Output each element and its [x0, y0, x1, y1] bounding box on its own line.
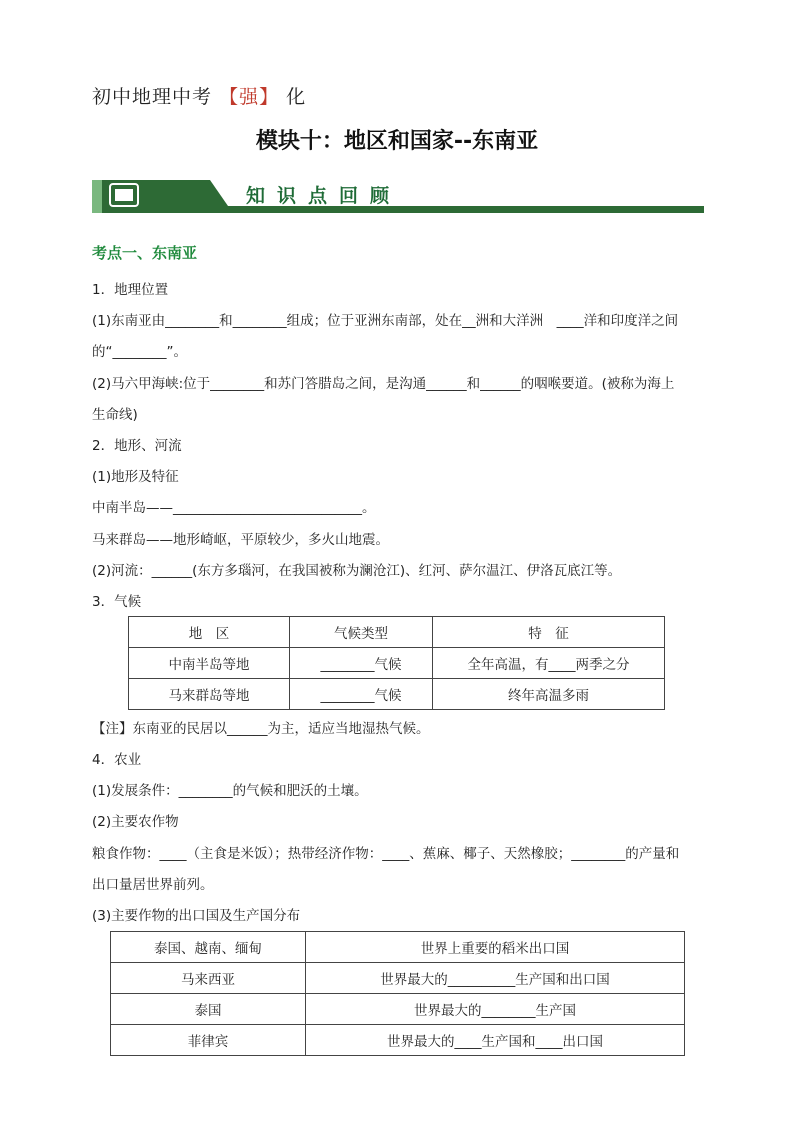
table-header-cell: 气候类型 — [290, 617, 433, 648]
text-line: 4．农业 — [92, 752, 142, 768]
table-cell: 世界上重要的稻米出口国 — [306, 932, 685, 963]
table-cell: 泰国、越南、缅甸 — [111, 932, 306, 963]
module-title: 模块十：地区和国家--东南亚 — [255, 129, 539, 154]
header-suffix: 化 — [286, 86, 307, 108]
text-line: 马来群岛——地形崎岖，平原较少，多火山地震。 — [92, 532, 389, 548]
text-line: (2)马六甲海峡:位于________和苏门答腊岛之间，是沟通______和______的咽喉要道。(被称为海上 — [92, 376, 675, 392]
text-line: 出口量居世界前列。 — [92, 877, 214, 893]
text-line: (2)主要农作物 — [92, 814, 179, 830]
note-line: 【注】东南亚的民居以______为主，适应当地湿热气候。 — [92, 721, 430, 737]
text-line: (1)发展条件：________的气候和肥沃的土壤。 — [92, 783, 368, 799]
section-heading: 考点一、东南亚 — [92, 244, 198, 262]
table-row — [129, 679, 665, 710]
text-line: 生命线) — [92, 407, 138, 423]
document-header — [92, 82, 306, 109]
header-prefix: 初中地理中考 — [92, 86, 213, 108]
banner-text: 知识点回顾 — [246, 185, 402, 207]
table-cell: 世界最大的__________生产国和出口国 — [306, 963, 685, 994]
table-row — [111, 963, 685, 994]
table-cell: 世界最大的________生产国 — [306, 994, 685, 1025]
table-cell: 泰国 — [111, 994, 306, 1025]
table-row — [111, 1025, 685, 1056]
text-line: 的“________”。 — [92, 344, 187, 360]
table-cell: 中南半岛等地 — [129, 648, 290, 679]
table-row — [129, 648, 665, 679]
table-header-cell: 地 区 — [129, 617, 290, 648]
table-header-cell: 特 征 — [433, 617, 665, 648]
banner-edge — [92, 180, 102, 213]
text-line: 中南半岛——____________________________。 — [92, 500, 376, 516]
table-cell: ________气候 — [290, 679, 433, 710]
text-line: (1)地形及特征 — [92, 469, 179, 485]
text-line: (1)东南亚由________和________组成；位于亚洲东南部，处在__洲和大洋洲 ____洋和印度洋之间 — [92, 313, 679, 329]
table-cell: 终年高温多雨 — [433, 679, 665, 710]
text-line: (2)河流：______(东方多瑙河，在我国被称为澜沧江)、红河、萨尔温江、伊洛瓦底江等。 — [92, 563, 622, 579]
text-line: (3)主要作物的出口国及生产国分布 — [92, 908, 301, 924]
crop-table — [110, 931, 685, 1056]
table-row — [111, 932, 685, 963]
table-cell: ________气候 — [290, 648, 433, 679]
text-line: 1．地理位置 — [92, 282, 169, 298]
table-cell: 菲律宾 — [111, 1025, 306, 1056]
table-cell: 世界最大的____生产国和____出口国 — [306, 1025, 685, 1056]
table-row — [111, 994, 685, 1025]
table-cell: 马来群岛等地 — [129, 679, 290, 710]
table-cell: 马来西亚 — [111, 963, 306, 994]
header-highlight: 【强】 — [219, 86, 280, 108]
text-line: 3．气候 — [92, 594, 142, 610]
table-cell: 全年高温，有____两季之分 — [433, 648, 665, 679]
text-line: 2．地形、河流 — [92, 438, 182, 454]
text-line: 粮食作物：____（主食是米饭）；热带经济作物：____、蕉麻、椰子、天然橡胶；________的产量和 — [92, 846, 680, 862]
climate-table — [128, 616, 665, 710]
table-header-row — [129, 617, 665, 648]
